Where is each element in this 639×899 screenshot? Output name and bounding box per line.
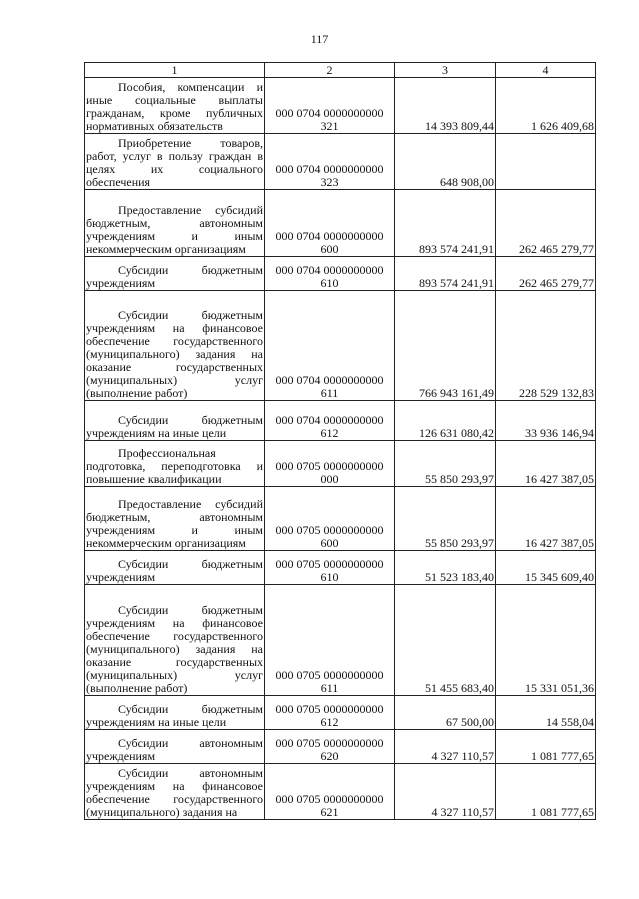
- row-name-cell: [85, 401, 265, 441]
- row-code: 000 0704 0000000000 600: [265, 190, 395, 257]
- row-name: Субсидии автономным учреждениям на финансовое обеспечение государственного (муниципального) задания на: [86, 766, 263, 819]
- row-code: 000 0705 0000000000 600: [265, 487, 395, 551]
- budget-table: [84, 62, 596, 820]
- row-code: 000 0705 0000000000 611: [265, 585, 395, 696]
- table-row: [85, 551, 596, 585]
- row-name-cell: [85, 257, 265, 291]
- table-row: [85, 257, 596, 291]
- row-amount-4: 33 936 146,94: [496, 401, 596, 441]
- row-amount-3: 4 327 110,57: [395, 730, 496, 764]
- row-name: Субсидии бюджетным учреждениям на иные цели: [86, 413, 263, 440]
- row-name-cell: [85, 291, 265, 401]
- row-name-cell: [85, 764, 265, 820]
- column-header-3: 3: [395, 63, 496, 78]
- table-row: [85, 401, 596, 441]
- row-amount-3: 51 523 183,40: [395, 551, 496, 585]
- row-amount-3: 648 908,00: [395, 134, 496, 190]
- row-amount-4: 15 345 609,40: [496, 551, 596, 585]
- row-name: Предоставление субсидий бюджетным, автономным учреждениям и иным некоммерческим организациям: [86, 203, 263, 256]
- row-amount-4: 262 465 279,77: [496, 190, 596, 257]
- page-number: 117: [310, 32, 329, 46]
- row-amount-4: 15 331 051,36: [496, 585, 596, 696]
- row-name-cell: [85, 696, 265, 730]
- row-code: 000 0704 0000000000 611: [265, 291, 395, 401]
- row-code: 000 0704 0000000000 323: [265, 134, 395, 190]
- row-amount-3: 893 574 241,91: [395, 190, 496, 257]
- row-name: Субсидии бюджетным учреждениям на финансовое обеспечение государственного (муниципального) задания на оказание государственных (муниципальных) услуг (выполнение работ): [86, 308, 263, 400]
- row-amount-3: 51 455 683,40: [395, 585, 496, 696]
- row-amount-4: [496, 134, 596, 190]
- row-name: Предоставление субсидий бюджетным, автономным учреждениям и иным некоммерческим организациям: [86, 497, 263, 550]
- table-row: [85, 291, 596, 401]
- row-name: Субсидии бюджетным учреждениям на иные цели: [86, 702, 263, 729]
- row-name-cell: [85, 190, 265, 257]
- row-name-cell: [85, 487, 265, 551]
- row-amount-4: 1 626 409,68: [496, 78, 596, 134]
- row-amount-4: 16 427 387,05: [496, 487, 596, 551]
- row-amount-3: 67 500,00: [395, 696, 496, 730]
- table-row: [85, 441, 596, 487]
- column-header-4: 4: [496, 63, 596, 78]
- row-amount-4: 228 529 132,83: [496, 291, 596, 401]
- budget-table-body: [85, 63, 596, 820]
- row-code: 000 0704 0000000000 612: [265, 401, 395, 441]
- table-row: [85, 190, 596, 257]
- row-code: 000 0704 0000000000 610: [265, 257, 395, 291]
- table-row: [85, 696, 596, 730]
- table-row: [85, 730, 596, 764]
- row-name: Приобретение товаров, работ, услуг в пользу граждан в целях их социального обеспечения: [86, 136, 263, 189]
- table-row: [85, 764, 596, 820]
- row-name: Профессиональная подготовка, переподготовка и повышение квалификации: [86, 446, 263, 486]
- row-code: 000 0705 0000000000 610: [265, 551, 395, 585]
- row-name: Субсидии бюджетным учреждениям: [86, 263, 263, 290]
- row-name-cell: [85, 78, 265, 134]
- row-code: 000 0705 0000000000 620: [265, 730, 395, 764]
- row-name: Субсидии автономным учреждениям: [86, 736, 263, 763]
- row-amount-4: 1 081 777,65: [496, 764, 596, 820]
- row-amount-3: 4 327 110,57: [395, 764, 496, 820]
- row-amount-4: 1 081 777,65: [496, 730, 596, 764]
- row-amount-3: 126 631 080,42: [395, 401, 496, 441]
- table-row: [85, 585, 596, 696]
- table-header-row: [85, 63, 596, 78]
- row-amount-3: 893 574 241,91: [395, 257, 496, 291]
- row-amount-3: 55 850 293,97: [395, 441, 496, 487]
- row-amount-4: 262 465 279,77: [496, 257, 596, 291]
- column-header-2: 2: [265, 63, 395, 78]
- table-row: [85, 134, 596, 190]
- row-code: 000 0705 0000000000 621: [265, 764, 395, 820]
- row-amount-3: 766 943 161,49: [395, 291, 496, 401]
- row-code: 000 0704 0000000000 321: [265, 78, 395, 134]
- table-row: [85, 487, 596, 551]
- row-name: Субсидии бюджетным учреждениям: [86, 557, 263, 584]
- row-amount-3: 55 850 293,97: [395, 487, 496, 551]
- row-amount-4: 14 558,04: [496, 696, 596, 730]
- row-name: Субсидии бюджетным учреждениям на финансовое обеспечение государственного (муниципального) задания на оказание государственных (муниципальных) услуг (выполнение работ): [86, 603, 263, 695]
- row-name-cell: [85, 730, 265, 764]
- row-name-cell: [85, 585, 265, 696]
- row-name: Пособия, компенсации и иные социальные выплаты гражданам, кроме публичных нормативных обязательств: [86, 80, 263, 133]
- row-name-cell: [85, 551, 265, 585]
- row-amount-4: 16 427 387,05: [496, 441, 596, 487]
- row-name-cell: [85, 441, 265, 487]
- row-code: 000 0705 0000000000 612: [265, 696, 395, 730]
- row-name-cell: [85, 134, 265, 190]
- row-amount-3: 14 393 809,44: [395, 78, 496, 134]
- column-header-1: 1: [85, 63, 265, 78]
- table-row: [85, 78, 596, 134]
- row-code: 000 0705 0000000000 000: [265, 441, 395, 487]
